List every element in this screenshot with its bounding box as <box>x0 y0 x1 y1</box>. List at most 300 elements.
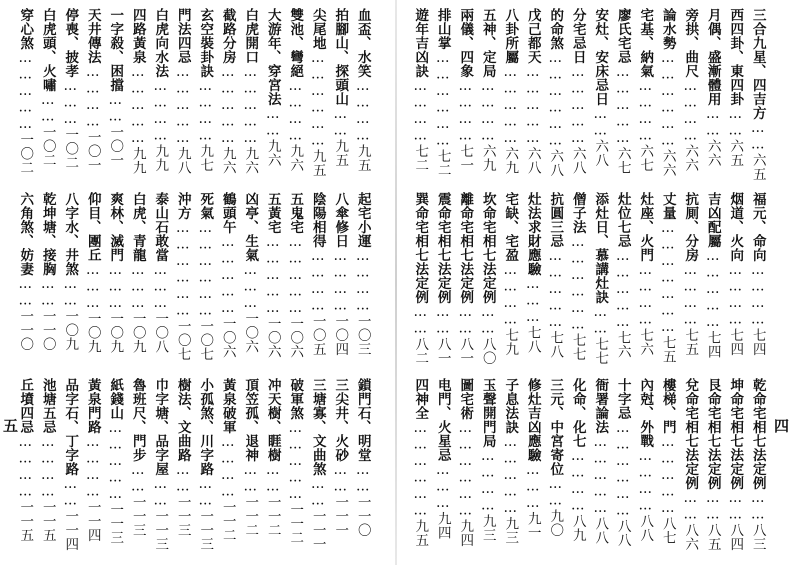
entry-page-number: 八八 <box>592 516 609 545</box>
entry-title: 凶亭、生氣 <box>242 192 259 262</box>
toc-entry <box>262 8 284 188</box>
toc-entry <box>14 192 36 372</box>
leader-dots: …… <box>174 462 191 495</box>
toc-entry <box>284 378 306 558</box>
entry-title: 天井傳法 <box>84 8 101 64</box>
entry-title: 黃泉門路 <box>84 378 101 434</box>
entry-page-number: 一〇六 <box>219 316 236 359</box>
entry-page-number: 八四 <box>727 523 744 551</box>
leader-dots: ……… <box>152 262 169 312</box>
leader-dots: …………… <box>264 234 281 317</box>
entry-title: 化命、化七 <box>569 378 586 448</box>
entry-page-number: 九九 <box>152 144 169 172</box>
entry-title: 三合九星、四吉方 <box>749 8 766 120</box>
entry-title: 三塘寡、文曲煞 <box>309 378 326 476</box>
left-page <box>0 0 396 565</box>
entry-page-number: 六六 <box>704 139 721 167</box>
entry-page-number: 六九 <box>479 144 496 172</box>
toc-entry <box>657 8 679 188</box>
entry-title: 離命宅相七法定例 <box>457 192 474 304</box>
toc-entry <box>239 8 261 188</box>
entry-title: 三尖井、火砂 <box>332 378 349 462</box>
entry-page-number: 一〇二 <box>17 132 34 175</box>
entry-page-number: 一一二 <box>242 495 259 537</box>
leader-dots: …………… <box>242 64 259 147</box>
toc-entry <box>239 192 261 372</box>
entry-page-number: 九五 <box>332 139 349 167</box>
entry-page-number: 一一四 <box>84 500 101 542</box>
toc-entry <box>104 378 126 558</box>
leader-dots: …… <box>479 304 496 337</box>
leader-dots: …… <box>39 276 56 309</box>
entry-title: 白虎、青龍 <box>129 192 146 262</box>
entry-page-number: 九五 <box>309 149 326 177</box>
toc-entry <box>172 378 194 558</box>
leader-dots: …………… <box>592 434 609 517</box>
toc-entry <box>679 8 701 188</box>
entry-title: 停喪、披孝 <box>62 8 79 78</box>
entry-title: 紙錢山 <box>107 378 124 420</box>
entry-title: 起宅小運 <box>354 192 371 248</box>
entry-title: 旁拱、曲尺 <box>682 8 699 78</box>
entry-page-number: 一一五 <box>39 500 56 542</box>
entry-page-number: 一一二 <box>264 495 281 537</box>
entry-page-number: 八五 <box>704 523 721 551</box>
leader-dots: ……………… <box>614 420 631 519</box>
leader-dots: …………… <box>524 64 541 147</box>
toc-entry <box>454 8 476 188</box>
leader-dots: ………………… <box>659 220 676 336</box>
entry-page-number: 七五 <box>659 335 676 364</box>
toc-entry <box>432 378 454 558</box>
entry-title: 鎖門石、明堂 <box>354 378 371 462</box>
toc-entry <box>127 8 149 188</box>
leader-dots: …………… <box>502 434 519 517</box>
toc-entry <box>307 378 329 558</box>
leader-dots: …… <box>332 462 349 495</box>
entry-page-number: 九八 <box>174 146 191 175</box>
leader-dots: …… <box>129 462 146 495</box>
entry-page-number: 七六 <box>614 330 631 359</box>
leader-dots: ……………… <box>569 234 586 333</box>
leader-dots: …… <box>264 462 281 495</box>
page-number: 四 <box>774 417 790 435</box>
leader-dots: ………… <box>152 78 169 144</box>
toc-entry <box>657 378 679 558</box>
entry-page-number: 六八 <box>592 139 609 167</box>
right-page <box>397 0 793 565</box>
entry-title: 血盃、水笑 <box>354 8 371 78</box>
entry-title: 門法四忌 <box>174 8 191 64</box>
leader-dots: ……… <box>84 262 101 312</box>
entry-page-number: 九三 <box>479 514 496 542</box>
toc-entry <box>702 8 724 188</box>
toc-entry <box>477 378 499 558</box>
toc-entry <box>567 192 589 372</box>
entry-title: 添灶日、慕講灶訣 <box>592 192 609 304</box>
entry-title: 八傘修日 <box>332 192 349 248</box>
toc-entry <box>59 8 81 188</box>
toc-entry <box>634 8 656 188</box>
leader-dots: ……… <box>524 462 541 512</box>
entry-title: 圖宅術 <box>457 378 474 420</box>
leader-dots: ………… <box>219 434 236 500</box>
entry-page-number: 七二 <box>434 149 451 177</box>
entry-title: 鶴頭午 <box>219 192 236 234</box>
entry-title: 四路黃泉 <box>129 8 146 64</box>
toc-entry <box>544 192 566 372</box>
toc-entry <box>499 378 521 558</box>
entry-page-number: 九四 <box>434 511 451 540</box>
entry-page-number: 一〇六 <box>242 311 259 354</box>
entry-title: 六角煞、妨妻 <box>17 192 34 276</box>
leader-dots: ……………… <box>412 420 429 519</box>
entry-page-number: 八八 <box>637 514 654 542</box>
leader-dots: …………… <box>219 64 236 147</box>
entry-title: 修灶吉凶應驗 <box>524 378 541 462</box>
leader-dots: …………… <box>659 434 676 517</box>
toc-entry <box>702 192 724 372</box>
toc-entry <box>352 378 374 558</box>
leader-dots: ………… <box>682 262 699 328</box>
entry-page-number: 一〇九 <box>129 311 146 354</box>
entry-title: 西四卦、東四卦 <box>727 8 744 106</box>
entry-title: 五鬼宅 <box>287 192 304 234</box>
entry-title: 破軍煞 <box>287 378 304 420</box>
entry-title: 白虎向水法 <box>152 8 169 78</box>
toc-entry <box>634 192 656 372</box>
entry-page-number: 一〇五 <box>309 314 326 356</box>
entry-page-number: 一〇九 <box>107 311 124 354</box>
entry-title: 衙署論法 <box>592 378 609 434</box>
entry-page-number: 六六 <box>682 144 699 172</box>
toc-entry <box>522 8 544 188</box>
entry-page-number: 九一 <box>524 511 541 540</box>
entry-title: 僧子法 <box>569 192 586 234</box>
right-band <box>409 192 769 372</box>
leader-dots: …… <box>412 304 429 337</box>
leader-dots: ……………… <box>309 50 326 149</box>
leader-dots: ………… <box>479 78 496 144</box>
entry-title: 魯班尺、門步 <box>129 378 146 462</box>
entry-title: 廖氏宅忌 <box>614 8 631 64</box>
toc-entry <box>37 8 59 188</box>
entry-title: 論水勢 <box>659 8 676 50</box>
leader-dots: ………… <box>502 262 519 328</box>
leader-dots: …… <box>592 106 609 139</box>
toc-entry <box>724 192 746 372</box>
toc-entry <box>409 192 431 372</box>
left-band <box>14 8 374 188</box>
leader-dots: …………… <box>704 248 721 331</box>
entry-page-number: 八七 <box>659 516 676 545</box>
entry-title: 巽命宅相七法定例 <box>412 192 429 304</box>
toc-entry <box>307 8 329 188</box>
entry-page-number: 一一〇 <box>17 309 34 351</box>
entry-title: 的命煞 <box>547 8 564 50</box>
entry-page-number: 七二 <box>412 144 429 172</box>
leader-dots: ………… <box>637 78 654 144</box>
leader-dots: …………… <box>547 248 564 331</box>
entry-title: 乾坤塘、接胸 <box>39 192 56 276</box>
entry-title: 抗圓三忌 <box>547 192 564 248</box>
entry-title: 艮命宅相七法定例 <box>704 378 721 490</box>
leader-dots: …… <box>242 462 259 495</box>
leader-dots: ……… <box>62 78 79 128</box>
leader-dots: …… <box>749 120 766 153</box>
leader-dots: ……………… <box>197 220 214 319</box>
entry-title: 樹法、文曲路 <box>174 378 191 462</box>
leader-dots: …………… <box>219 234 236 317</box>
entry-page-number: 一一二 <box>219 500 236 542</box>
toc-entry <box>82 378 104 558</box>
entry-title: 安灶、安床忌日 <box>592 8 609 106</box>
toc-entry <box>589 378 611 558</box>
entry-title: 丈量 <box>659 192 676 220</box>
toc-entry <box>239 378 261 558</box>
toc-entry <box>37 192 59 372</box>
entry-title: 八字水、井煞 <box>62 192 79 276</box>
leader-dots: …… <box>39 92 56 125</box>
leader-dots: ………… <box>569 448 586 514</box>
entry-title: 十字忌 <box>614 378 631 420</box>
entry-title: 分宅忌日 <box>569 8 586 64</box>
entry-page-number: 六五 <box>749 153 766 181</box>
toc-entry <box>262 192 284 372</box>
entry-page-number: 八六 <box>682 523 699 551</box>
leader-dots: …………… <box>174 64 191 147</box>
entry-title: 烟道、火向 <box>727 192 744 262</box>
entry-page-number: 八九 <box>569 514 586 542</box>
toc-entry <box>37 378 59 558</box>
entry-page-number: 六五 <box>727 139 744 167</box>
entry-page-number: 一〇七 <box>174 319 191 361</box>
leader-dots: …… <box>62 276 79 309</box>
leader-dots: ………… <box>309 248 326 314</box>
leader-dots: ………… <box>287 78 304 144</box>
entry-title: 拍腳山、探頭山 <box>332 8 349 106</box>
leader-dots: ……… <box>242 262 259 312</box>
toc-entry <box>329 378 351 558</box>
entry-page-number: 八三 <box>749 523 766 551</box>
leader-dots: ……………… <box>434 50 451 149</box>
entry-title: 死氣 <box>197 192 214 220</box>
leader-dots: ………… <box>197 78 214 144</box>
entry-page-number: 八〇 <box>479 337 496 365</box>
entry-page-number: 九六 <box>242 146 259 175</box>
leader-dots: ………… <box>17 434 34 500</box>
toc-entry <box>747 378 769 558</box>
toc-entry <box>284 8 306 188</box>
leader-dots: …………… <box>107 420 124 503</box>
toc-entry <box>149 378 171 558</box>
leader-dots: …… <box>457 304 474 337</box>
leader-dots: ……… <box>107 262 124 312</box>
entry-title: 子息法訣 <box>502 378 519 434</box>
entry-title: 兌命宅相七法定例 <box>682 378 699 490</box>
entry-page-number: 一〇一 <box>84 130 101 172</box>
entry-page-number: 一一二 <box>287 502 304 545</box>
entry-page-number: 六九 <box>502 146 519 175</box>
entry-page-number: 一一〇 <box>354 495 371 537</box>
toc-entry <box>432 192 454 372</box>
entry-page-number: 一〇八 <box>152 311 169 354</box>
entry-page-number: 九五 <box>412 519 429 547</box>
leader-dots: ……………… <box>174 220 191 319</box>
entry-title: 五神、定局 <box>479 8 496 78</box>
leader-dots: …… <box>727 490 744 523</box>
entry-title: 灶座、火門 <box>637 192 654 262</box>
entry-page-number: 九五 <box>354 144 371 172</box>
left-band <box>14 378 374 558</box>
toc-entry <box>172 192 194 372</box>
entry-title: 大游年、穿宮法 <box>264 8 281 106</box>
entry-page-number: 一一〇 <box>39 309 56 351</box>
leader-dots: …………… <box>614 64 631 147</box>
toc-entry <box>149 192 171 372</box>
leader-dots: …… <box>727 106 744 139</box>
entry-title: 坤命宅相七法定例 <box>727 378 744 490</box>
toc-entry <box>194 378 216 558</box>
leader-dots: ………… <box>354 248 371 314</box>
leader-dots: …… <box>354 462 371 495</box>
entry-title: 宅基、納氣 <box>637 8 654 78</box>
entry-page-number: 七五 <box>682 328 699 356</box>
leader-dots: …… <box>682 490 699 523</box>
entry-page-number: 一〇六 <box>287 316 304 359</box>
toc-entry <box>217 378 239 558</box>
leader-dots: ………… <box>682 78 699 144</box>
toc-entry <box>499 8 521 188</box>
toc-entry <box>499 192 521 372</box>
entry-title: 穿心煞 <box>17 8 34 50</box>
entry-page-number: 一一四 <box>62 509 79 551</box>
leader-dots: …… <box>704 106 721 139</box>
entry-page-number: 一〇一 <box>107 125 124 167</box>
entry-title: 陰陽相得 <box>309 192 326 248</box>
entry-title: 沖方 <box>174 192 191 220</box>
entry-title: 灶法求財應驗 <box>524 192 541 276</box>
entry-page-number: 九九 <box>129 146 146 175</box>
entry-page-number: 六八 <box>547 149 564 177</box>
entry-title: 頂笠孤、退神 <box>242 378 259 462</box>
toc-entry <box>329 8 351 188</box>
right-band <box>409 8 769 188</box>
leader-dots: …… <box>107 92 124 125</box>
entry-title: 尖尾地 <box>309 8 326 50</box>
toc-entry <box>127 192 149 372</box>
leader-dots: …………… <box>287 420 304 503</box>
entry-title: 一字殺、困擋 <box>107 8 124 92</box>
leader-dots: ………… <box>84 64 101 130</box>
leader-dots: ……… <box>129 262 146 312</box>
toc-entry <box>724 378 746 558</box>
leader-dots: ………… <box>39 434 56 500</box>
toc-entry <box>194 8 216 188</box>
entry-page-number: 九三 <box>502 516 519 545</box>
toc-entry <box>544 378 566 558</box>
leader-dots: ……… <box>434 462 451 512</box>
entry-title: 樓梯、門 <box>659 378 676 434</box>
entry-title: 乾命宅相七法定例 <box>749 378 766 490</box>
toc-entry <box>172 8 194 188</box>
toc-entry <box>589 192 611 372</box>
entry-title: 月偶、盛漸體用 <box>704 8 721 106</box>
entry-title: 白虎頭、火嘯 <box>39 8 56 92</box>
entry-title: 玄空裝卦訣 <box>197 8 214 78</box>
entry-page-number: 七四 <box>749 328 766 356</box>
leader-dots: …… <box>332 106 349 139</box>
entry-title: 四神全 <box>412 378 429 420</box>
entry-page-number: 九六 <box>264 139 281 167</box>
toc-entry <box>127 378 149 558</box>
leader-dots: ………… <box>332 248 349 314</box>
entry-page-number: 七四 <box>727 328 744 356</box>
toc-entry <box>612 192 634 372</box>
entry-page-number: 七七 <box>592 337 609 365</box>
toc-entry <box>544 8 566 188</box>
entry-page-number: 八二 <box>412 337 429 365</box>
left-band <box>14 192 374 372</box>
toc-entry <box>657 192 679 372</box>
entry-page-number: 九六 <box>287 144 304 172</box>
entry-page-number: 八一 <box>434 337 451 365</box>
leader-dots: ………… <box>84 434 101 500</box>
leader-dots: …… <box>547 476 564 509</box>
entry-title: 黃泉破軍 <box>219 378 236 434</box>
toc-entry <box>634 378 656 558</box>
entry-page-number: 一〇二 <box>62 127 79 170</box>
entry-title: 宅缺、宅盈 <box>502 192 519 262</box>
leader-dots: ……………… <box>547 50 564 149</box>
entry-title: 坎命宅相七法定例 <box>479 192 496 304</box>
entry-page-number: 七四 <box>704 330 721 359</box>
entry-title: 戊己都天 <box>524 8 541 64</box>
leader-dots: ………… <box>479 448 496 514</box>
leader-dots: ……… <box>524 276 541 326</box>
entry-page-number: 六八 <box>524 146 541 175</box>
leader-dots: …… <box>309 476 326 509</box>
toc-entry <box>104 8 126 188</box>
toc-entry <box>454 192 476 372</box>
entry-page-number: 六七 <box>614 146 631 175</box>
entry-page-number: 一一三 <box>152 509 169 551</box>
entry-title: 玉聲開門局 <box>479 378 496 448</box>
toc-entry <box>352 8 374 188</box>
entry-title: 白虎開口 <box>242 8 259 64</box>
entry-page-number: 一一一 <box>309 509 326 551</box>
toc-entry <box>82 8 104 188</box>
toc-entry <box>522 378 544 558</box>
toc-entry <box>194 192 216 372</box>
entry-page-number: 一一一 <box>332 495 349 537</box>
leader-dots: …………… <box>129 64 146 147</box>
entry-title: 冲天樹、睚樹 <box>264 378 281 462</box>
entry-title: 电門、火星忌 <box>434 378 451 462</box>
entry-page-number: 九四 <box>457 519 474 547</box>
leader-dots: ………… <box>637 448 654 514</box>
entry-page-number: 七八 <box>547 330 564 359</box>
toc-entry <box>352 192 374 372</box>
entry-title: 爽林、滅門 <box>107 192 124 262</box>
entry-title: 內尅、外戰 <box>637 378 654 448</box>
leader-dots: ………… <box>412 78 429 144</box>
toc-entry <box>14 378 36 558</box>
entry-page-number: 九六 <box>219 146 236 175</box>
toc-entry <box>104 192 126 372</box>
entry-page-number: 一一三 <box>129 495 146 537</box>
toc-entry <box>589 8 611 188</box>
